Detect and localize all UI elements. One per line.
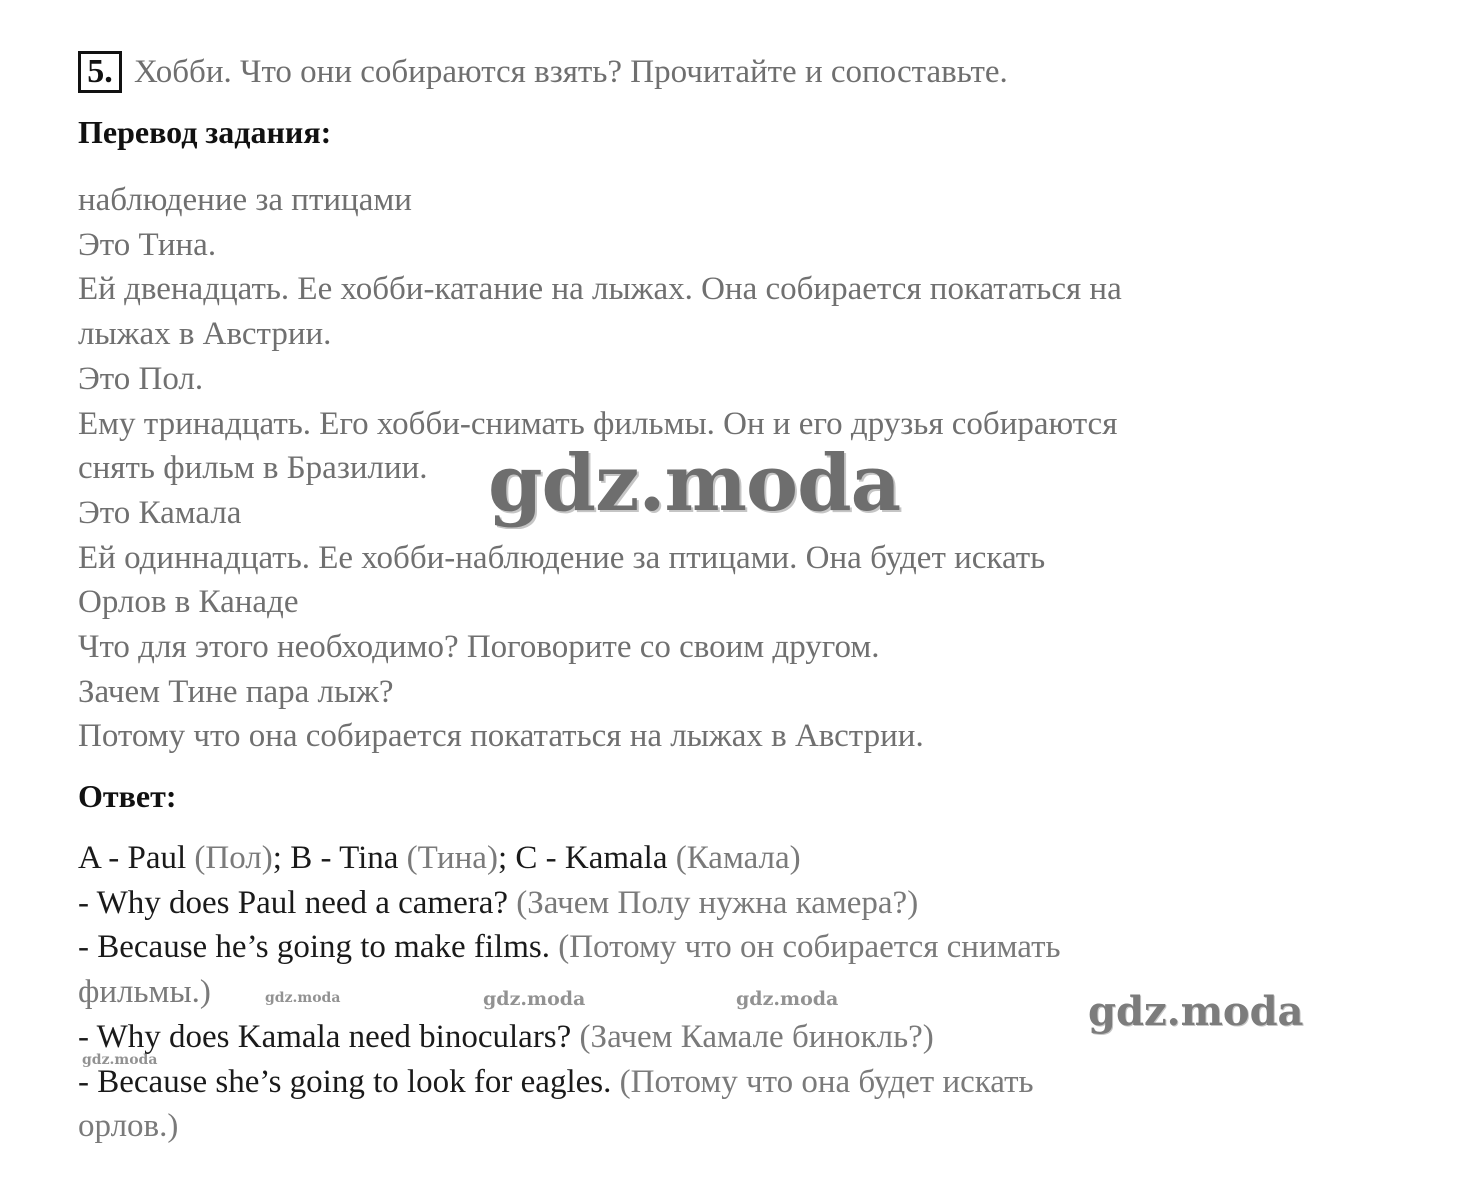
answer-line-en: - Why does Paul need a camera?: [78, 884, 509, 921]
answer-match-line: [78, 836, 1061, 881]
task-number: 5.: [78, 51, 122, 93]
translation-line: Что для этого необходимо? Поговорите со своим другом.: [78, 629, 880, 666]
answer-line-en: - Because he’s going to make films.: [78, 929, 550, 966]
watermark-logo: gdz.moda: [483, 988, 586, 1010]
translation-line: Зачем Тине пара лыж?: [78, 673, 394, 710]
answer-line: [78, 881, 1061, 926]
answer-text: [78, 836, 1061, 1149]
match-c-ru: (Камала): [675, 840, 801, 876]
answer-line: [78, 1015, 1061, 1060]
task-text: Хобби. Что они собираются взять? Прочитайте и сопоставьте.: [134, 53, 1008, 90]
answer-line-ru: (Потому что он собирается снимать: [558, 929, 1061, 966]
answer-line-ru: орлов.): [78, 1108, 179, 1145]
answer-line: [78, 1104, 1061, 1149]
watermark-logo: gdz.moda: [82, 1052, 158, 1068]
answer-title: Ответ:: [78, 778, 177, 814]
answer-line: [78, 970, 1061, 1015]
translation-line: Ему тринадцать. Его хобби-снимать фильмы. Он и его друзья собираются: [78, 405, 1118, 442]
answer-line-en: - Why does Kamala need binoculars?: [78, 1018, 572, 1055]
translation-title: Перевод задания:: [78, 114, 332, 150]
translation-line: наблюдение за птицами: [78, 182, 412, 218]
answer-line-ru: (Зачем Камале бинокль?): [579, 1018, 934, 1055]
match-a-ru: (Пол): [194, 840, 273, 876]
match-a: A - Paul: [78, 840, 187, 876]
watermark-logo: gdz.moda: [488, 438, 901, 529]
watermark-logo: gdz.moda: [265, 990, 341, 1006]
answer-line: [78, 925, 1061, 970]
match-separator: ;: [272, 840, 282, 876]
translation-line: снять фильм в Бразилии.: [78, 450, 428, 487]
answer-line-ru: фильмы.): [78, 974, 211, 1011]
watermark-logo: gdz.moda: [736, 988, 839, 1010]
answer-line-ru: (Зачем Полу нужна камера?): [516, 884, 919, 921]
match-c: C - Kamala: [515, 840, 668, 876]
task-heading: [78, 46, 1008, 98]
translation-line: Это Тина.: [78, 226, 217, 263]
translation-text: [78, 178, 1122, 759]
match-b-ru: (Тина): [406, 840, 498, 876]
translation-line: Это Пол.: [78, 360, 204, 397]
watermark-logo: gdz.moda: [1088, 988, 1304, 1035]
translation-line: Орлов в Канаде: [78, 584, 299, 621]
translation-line: лыжах в Австрии.: [78, 316, 332, 353]
answer-line-ru: (Потому что она будет искать: [619, 1063, 1034, 1100]
translation-line: Ей двенадцать. Ее хобби-катание на лыжах. Она собирается покататься на: [78, 271, 1122, 308]
answer-line-en: - Because she’s going to look for eagles.: [78, 1063, 612, 1100]
match-b: B - Tina: [290, 840, 399, 876]
match-separator: ;: [497, 840, 508, 876]
answer-line: [78, 1060, 1061, 1105]
translation-line: Это Камала: [78, 494, 242, 531]
translation-line: Ей одиннадцать. Ее хобби-наблюдение за птицами. Она будет искать: [78, 539, 1046, 576]
translation-line: Потому что она собирается покататься на лыжах в Австрии.: [78, 718, 924, 755]
